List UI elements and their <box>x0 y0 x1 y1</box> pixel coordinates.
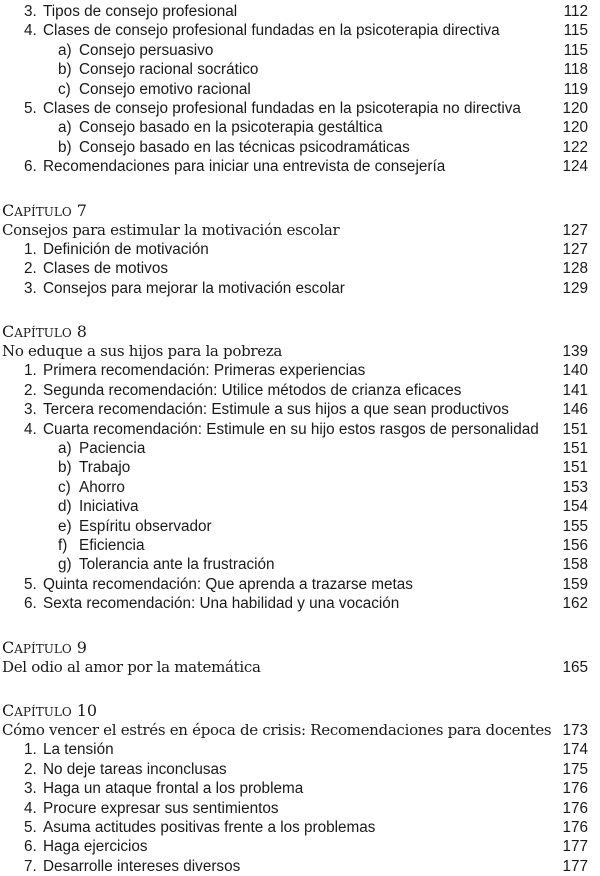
section-gap <box>0 298 600 321</box>
entry-title: Sexta recomendación: Una habilidad y una vocación <box>43 595 400 613</box>
entry-page-number: 128 <box>562 260 588 278</box>
entry-number: 6. <box>24 158 37 176</box>
entry-number: 5. <box>24 818 37 836</box>
toc-entry <box>0 575 600 594</box>
entry-page-number: 175 <box>562 760 588 778</box>
chapter-heading <box>0 321 600 342</box>
section-gap <box>0 177 600 200</box>
entry-number: a) <box>58 41 72 59</box>
chapter-number: 10 <box>76 700 98 720</box>
entry-title: Cómo vencer el estrés en época de crisis: Recomendaciones para docentes <box>2 720 552 739</box>
entry-number: g) <box>58 556 72 574</box>
chapter-label-rest: APÍTULO <box>14 704 72 719</box>
entry-number: e) <box>58 517 72 535</box>
entry-number: 4. <box>24 22 37 40</box>
chapter-title-entry <box>0 342 600 361</box>
toc-entry <box>0 818 600 837</box>
entry-title: Cuarta recomendación: Estimule en su hijo estos rasgos de personalidad <box>43 420 539 438</box>
chapter-title-entry <box>0 721 600 740</box>
entry-page-number: 139 <box>562 343 588 361</box>
toc-entry <box>0 400 600 419</box>
entry-number: 4. <box>24 799 37 817</box>
section-gap <box>0 614 600 637</box>
toc-entry <box>0 594 600 613</box>
toc-entry <box>0 99 600 118</box>
entry-page-number: 151 <box>562 440 588 458</box>
chapter-number: 7 <box>76 200 87 220</box>
entry-page-number: 140 <box>562 362 588 380</box>
entry-page-number: 115 <box>563 41 588 59</box>
entry-number: 6. <box>24 838 37 856</box>
entry-page-number: 154 <box>562 498 588 516</box>
entry-number: 1. <box>24 240 37 258</box>
entry-number: b) <box>58 459 72 477</box>
entry-page-number: 127 <box>562 221 588 239</box>
entry-title: Haga ejercicios <box>43 838 148 856</box>
entry-title: Consejo basado en la psicoterapia gestáltica <box>79 119 383 137</box>
toc-entry <box>0 157 600 176</box>
entry-page-number: 174 <box>562 741 588 759</box>
entry-title: Trabajo <box>79 459 131 477</box>
entry-title: La tensión <box>43 741 114 759</box>
entry-page-number: 165 <box>562 658 588 676</box>
entry-page-number: 115 <box>563 22 588 40</box>
toc-entry <box>0 80 600 99</box>
entry-title: Del odio al amor por la matemática <box>2 657 261 676</box>
toc-entry <box>0 420 600 439</box>
toc-entry <box>0 478 600 497</box>
entry-page-number: 159 <box>562 575 588 593</box>
entry-title: No eduque a sus hijos para la pobreza <box>2 342 283 361</box>
entry-title: Clases de motivos <box>43 260 168 278</box>
entry-page-number: 151 <box>562 459 588 477</box>
toc-entry <box>0 361 600 380</box>
entry-number: d) <box>58 498 72 516</box>
entry-number: b) <box>58 61 72 79</box>
entry-number: 4. <box>24 420 37 438</box>
entry-number: 3. <box>24 780 37 798</box>
entry-page-number: 156 <box>562 536 588 554</box>
entry-title: Consejos para estimular la motivación escolar <box>2 220 340 239</box>
chapter-label-initial: C <box>2 637 15 657</box>
entry-title: Primera recomendación: Primeras experiencias <box>43 362 366 380</box>
entry-title: Haga un ataque frontal a los problema <box>43 780 304 798</box>
toc-entry <box>0 517 600 536</box>
entry-title: Paciencia <box>79 440 146 458</box>
chapter-label-initial: C <box>2 700 15 720</box>
entry-page-number: 177 <box>562 838 588 856</box>
chapter-label-rest: APÍTULO <box>14 326 72 341</box>
entry-page-number: 122 <box>562 138 588 156</box>
toc-entry <box>0 497 600 516</box>
entry-title: Ahorro <box>79 478 125 496</box>
entry-number: c) <box>58 478 71 496</box>
entry-number: c) <box>58 80 71 98</box>
entry-number: 2. <box>24 381 37 399</box>
chapter-heading <box>0 700 600 721</box>
entry-title: Desarrolle intereses diversos <box>43 857 241 875</box>
entry-number: a) <box>58 119 72 137</box>
entry-title: Definición de motivación <box>43 240 209 258</box>
entry-title: Clases de consejo profesional fundadas en la psicoterapia no directiva <box>43 99 521 117</box>
entry-title: No deje tareas inconclusas <box>43 760 227 778</box>
toc-entry <box>0 2 600 21</box>
entry-page-number: 176 <box>562 818 588 836</box>
entry-page-number: 155 <box>562 517 588 535</box>
toc-entry <box>0 138 600 157</box>
entry-number: 1. <box>24 362 37 380</box>
entry-page-number: 162 <box>562 595 588 613</box>
entry-title: Consejo persuasivo <box>79 41 214 59</box>
entry-page-number: 129 <box>562 279 588 297</box>
chapter-title-entry <box>0 221 600 240</box>
toc-entry <box>0 41 600 60</box>
toc-entry <box>0 381 600 400</box>
entry-number: 5. <box>24 575 37 593</box>
entry-number: 3. <box>24 3 37 20</box>
entry-title: Eficiencia <box>79 536 145 554</box>
entry-title: Asuma actitudes positivas frente a los problemas <box>43 818 376 836</box>
entry-page-number: 124 <box>562 158 588 176</box>
entry-number: 7. <box>24 857 37 875</box>
toc-entry <box>0 118 600 137</box>
chapter-number: 8 <box>76 322 87 342</box>
chapter-label-rest: APÍTULO <box>14 641 72 656</box>
toc-entry <box>0 536 600 555</box>
chapter-number: 9 <box>76 637 87 657</box>
toc-entry <box>0 740 600 759</box>
entry-title: Tipos de consejo profesional <box>43 3 238 20</box>
entry-title: Consejo racional socrático <box>79 61 259 79</box>
entry-title: Clases de consejo profesional fundadas en la psicoterapia directiva <box>43 22 500 40</box>
chapter-heading <box>0 637 600 658</box>
entry-number: 5. <box>24 99 37 117</box>
entry-number: 6. <box>24 595 37 613</box>
entry-title: Tercera recomendación: Estimule a sus hijos a que sean productivos <box>43 401 509 419</box>
entry-number: a) <box>58 440 72 458</box>
entry-page-number: 127 <box>562 240 588 258</box>
entry-page-number: 120 <box>562 119 588 137</box>
toc-entry <box>0 799 600 818</box>
entry-page-number: 177 <box>562 857 588 875</box>
entry-page-number: 176 <box>562 799 588 817</box>
entry-number: 2. <box>24 760 37 778</box>
entry-page-number: 120 <box>562 99 588 117</box>
entry-number: 1. <box>24 741 37 759</box>
entry-page-number: 141 <box>562 381 588 399</box>
chapter-label-rest: APÍTULO <box>14 204 72 219</box>
entry-page-number: 153 <box>562 478 588 496</box>
entry-title: Consejo basado en las técnicas psicodramáticas <box>79 138 410 156</box>
entry-title: Iniciativa <box>79 498 139 516</box>
entry-number: f) <box>58 536 68 554</box>
toc-entry <box>0 259 600 278</box>
toc-entry <box>0 439 600 458</box>
entry-page-number: 146 <box>562 401 588 419</box>
entry-page-number: 118 <box>563 61 588 79</box>
entry-number: 2. <box>24 260 37 278</box>
entry-number: 3. <box>24 279 37 297</box>
entry-page-number: 158 <box>562 556 588 574</box>
entry-page-number: 112 <box>563 3 588 20</box>
entry-title: Segunda recomendación: Utilice métodos de crianza eficaces <box>43 381 462 399</box>
chapter-title-entry <box>0 658 600 677</box>
chapter-label-initial: C <box>2 200 15 220</box>
toc-entry <box>0 837 600 856</box>
toc-entry <box>0 555 600 574</box>
chapter-label-initial: C <box>2 322 15 342</box>
entry-number: b) <box>58 138 72 156</box>
entry-title: Quinta recomendación: Que aprenda a trazarse metas <box>43 575 413 593</box>
entry-page-number: 176 <box>562 780 588 798</box>
toc-entry <box>0 279 600 298</box>
table-of-contents <box>0 2 600 876</box>
toc-entry <box>0 60 600 79</box>
entry-page-number: 151 <box>562 420 588 438</box>
entry-title: Recomendaciones para iniciar una entrevista de consejería <box>43 158 446 176</box>
toc-entry <box>0 240 600 259</box>
entry-title: Consejos para mejorar la motivación escolar <box>43 279 345 297</box>
toc-entry <box>0 458 600 477</box>
toc-entry <box>0 21 600 40</box>
entry-page-number: 119 <box>563 80 588 98</box>
entry-number: 3. <box>24 401 37 419</box>
entry-title: Procure expresar sus sentimientos <box>43 799 279 817</box>
entry-page-number: 173 <box>562 721 588 739</box>
toc-entry <box>0 857 600 876</box>
entry-title: Consejo emotivo racional <box>79 80 251 98</box>
section-gap <box>0 677 600 700</box>
entry-title: Espíritu observador <box>79 517 212 535</box>
entry-title: Tolerancia ante la frustración <box>79 556 275 574</box>
chapter-heading <box>0 200 600 221</box>
toc-entry <box>0 779 600 798</box>
toc-entry <box>0 760 600 779</box>
